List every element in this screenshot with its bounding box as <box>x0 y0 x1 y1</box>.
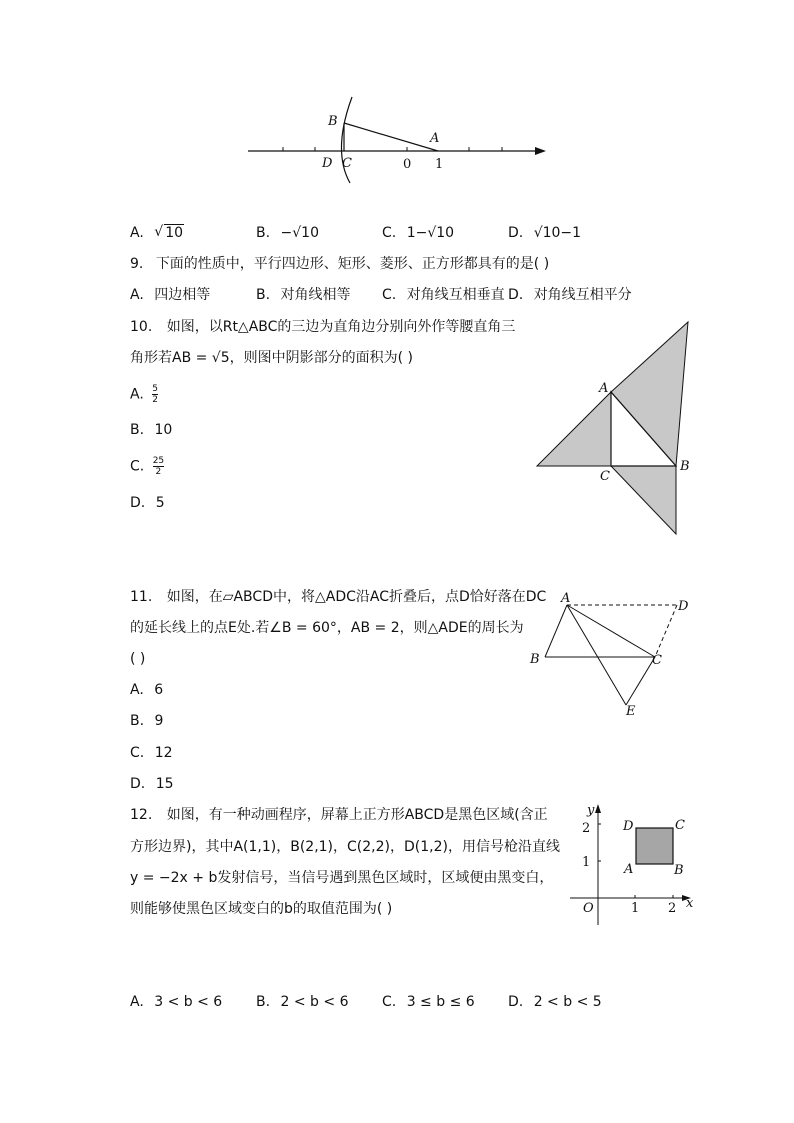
option-letter: A. <box>130 287 144 303</box>
q8-number-line-figure <box>240 95 560 185</box>
black-region-square-ABCD <box>636 828 673 864</box>
segment-CE <box>626 657 655 705</box>
question-number: 10. <box>130 319 153 335</box>
label-A: A <box>561 591 571 606</box>
q12-stem-line4: 则能够使黑色区域变白的b的取值范围为( ) <box>130 901 393 917</box>
q10-stem-line1 <box>130 318 515 336</box>
option-letter: D. <box>130 495 146 511</box>
option-letter: B. <box>256 287 271 303</box>
question-number: 9. <box>130 256 144 272</box>
option-letter: A. <box>130 682 144 698</box>
q9-option-c <box>382 286 505 304</box>
option-text: 5 <box>155 495 165 511</box>
option-text: 对角线互相垂直 <box>406 287 505 303</box>
q8-option-b <box>256 224 319 242</box>
option-letter: A. <box>130 225 144 241</box>
option-letter: C. <box>382 287 397 303</box>
q10-option-b <box>130 421 172 439</box>
segment-AC <box>567 605 655 657</box>
fraction: $\frac{5}{2}$ <box>152 384 158 405</box>
label-1: 1 <box>435 157 444 172</box>
option-text: 15 <box>155 776 174 792</box>
shaded-triangle-BC <box>611 466 676 534</box>
label-A: A <box>624 862 634 877</box>
option-letter: C. <box>382 225 397 241</box>
q12-option-d <box>508 993 602 1011</box>
q9-option-b <box>256 286 351 304</box>
q11-option-d <box>130 775 174 793</box>
tick-label-x-2: 2 <box>668 901 677 916</box>
label-y: y <box>587 803 595 818</box>
label-C: C <box>675 818 685 833</box>
option-text: 9 <box>154 713 164 729</box>
tick-label-y-2: 2 <box>582 821 591 836</box>
q11-stem-line2: 的延长线上的点E处.若∠B = 60°，AB = 2，则△ADE的周长为 <box>130 620 524 636</box>
label-E: E <box>626 704 636 719</box>
option-letter: D. <box>508 994 524 1010</box>
option-text: 12 <box>154 745 173 761</box>
label-A: A <box>430 131 440 146</box>
q12-stem-line3: y = −2x + b发射信号，当信号遇到黑色区域时，区域便由黑变白， <box>130 870 554 886</box>
q9-option-a <box>130 286 210 304</box>
option-letter: D. <box>508 225 524 241</box>
q12-option-b <box>256 993 348 1011</box>
option-text: 2 < b < 6 <box>280 994 349 1010</box>
option-letter: B. <box>130 713 145 729</box>
option-letter: B. <box>256 994 271 1010</box>
fraction: $\frac{25}{2}$ <box>152 456 165 477</box>
q11-parallelogram-figure <box>525 588 705 718</box>
option-letter: D. <box>130 776 146 792</box>
option-letter: B. <box>130 422 145 438</box>
tick-label-y-1: 1 <box>582 855 591 870</box>
question-text: 如图，以Rt△ABC的三边为直角边分别向外作等腰直角三 <box>166 319 516 335</box>
option-letter: B. <box>256 225 271 241</box>
q10-stem-line2: 角形若AB = √5，则图中阴影部分的面积为( ) <box>130 350 414 366</box>
tick-label-x-1: 1 <box>631 901 640 916</box>
option-text: 10 <box>154 422 173 438</box>
label-D: D <box>678 599 689 614</box>
q8-option-a <box>130 224 184 242</box>
q11-option-a <box>130 681 163 699</box>
q10-triangles-figure <box>530 318 710 538</box>
dashed-DC <box>655 605 677 657</box>
segment-AE <box>567 605 626 705</box>
question-number: 12. <box>130 807 153 823</box>
y-axis-arrowhead <box>595 804 601 813</box>
q9-option-d <box>508 286 632 304</box>
option-text: 3 < b < 6 <box>154 994 223 1010</box>
option-text: 对角线互相平分 <box>533 287 632 303</box>
q10-option-c <box>130 456 164 477</box>
option-value: −√10 <box>280 225 319 241</box>
q11-stem-line3: ( ) <box>130 651 146 667</box>
option-letter: A. <box>130 386 144 403</box>
option-text: 对角线相等 <box>280 287 351 303</box>
q12-option-c <box>382 993 475 1011</box>
question-text: 下面的性质中，平行四边形、矩形、菱形、正方形都具有的是( ) <box>155 256 550 272</box>
option-text: 2 < b < 5 <box>533 994 602 1010</box>
q10-option-a <box>130 384 158 405</box>
tick-marks <box>283 147 502 151</box>
q11-option-b <box>130 712 163 730</box>
q11-option-c <box>130 744 173 762</box>
label-D: D <box>322 156 333 171</box>
option-letter: D. <box>508 287 524 303</box>
option-value: √ 10 <box>154 224 184 242</box>
axis-arrowhead <box>535 147 546 155</box>
label-B: B <box>680 459 690 474</box>
label-O: O <box>583 901 594 916</box>
question-number: 11. <box>130 589 153 605</box>
label-B: B <box>530 652 540 667</box>
label-A: A <box>599 381 609 396</box>
label-C: C <box>342 156 352 171</box>
q12-stem-line1 <box>130 806 548 824</box>
q8-option-c <box>382 224 454 242</box>
q12-stem-line2: 方形边界)，其中A(1,1)，B(2,1)，C(2,2)，D(1,2)，用信号枪沿直线 <box>130 839 560 855</box>
segment-AB <box>545 605 567 657</box>
label-B: B <box>674 863 684 878</box>
option-value: 1−√10 <box>406 225 455 241</box>
label-x: x <box>686 896 694 911</box>
q8-option-d <box>508 224 581 242</box>
label-C: C <box>652 653 662 668</box>
option-letter: C. <box>130 458 145 475</box>
q12-option-a <box>130 993 222 1011</box>
shaded-triangle-AC <box>537 392 611 466</box>
option-text: 3 ≤ b ≤ 6 <box>406 994 475 1010</box>
question-text: 如图，有一种动画程序，屏幕上正方形ABCD是黑色区域(含正 <box>166 807 548 823</box>
question-text: 如图，在▱ABCD中，将△ADC沿AC折叠后，点D恰好落在DC <box>166 589 547 605</box>
label-C: C <box>600 469 610 484</box>
option-letter: C. <box>130 745 145 761</box>
option-text: 6 <box>154 682 164 698</box>
q10-option-d <box>130 494 165 512</box>
q9-stem <box>130 255 549 273</box>
label-B: B <box>328 114 338 129</box>
q12-coordinate-figure <box>565 800 700 930</box>
segment-BA <box>344 123 438 151</box>
label-0: 0 <box>403 157 412 172</box>
option-value: √10−1 <box>533 225 582 241</box>
option-letter: C. <box>382 994 397 1010</box>
q11-stem-line1 <box>130 588 546 606</box>
option-text: 四边相等 <box>154 287 211 303</box>
option-letter: A. <box>130 994 144 1010</box>
label-D: D <box>623 819 634 834</box>
